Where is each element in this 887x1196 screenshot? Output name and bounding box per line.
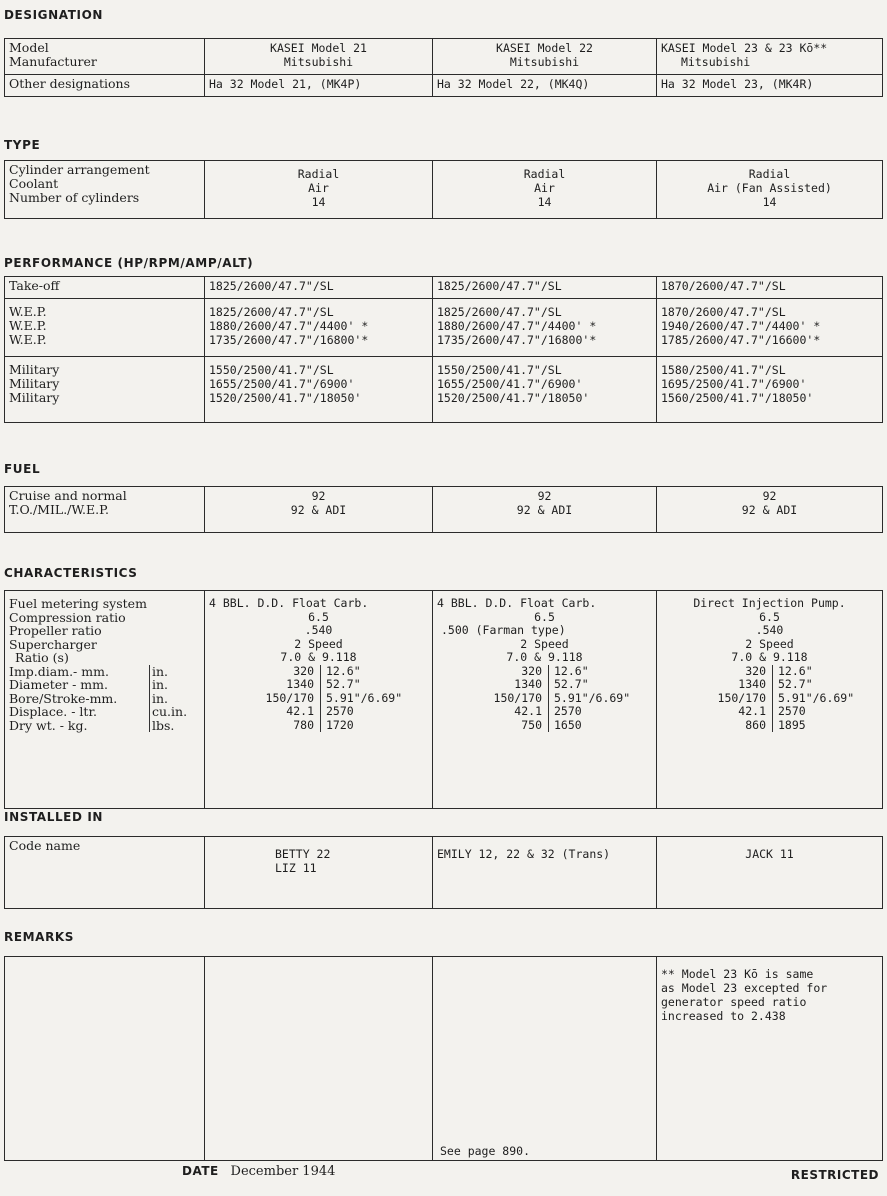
dim-metric: 150/170 xyxy=(661,692,773,706)
characteristics-table xyxy=(4,590,883,809)
wep-cell xyxy=(433,299,657,357)
installed-cell xyxy=(205,837,433,909)
code-name-value: LIZ 11 xyxy=(275,861,317,875)
fuel-cell xyxy=(657,487,883,533)
dim-imperial: 2570 xyxy=(326,704,354,718)
wep-value: 1735/2600/47.7"/16800'* xyxy=(209,333,369,347)
dim-row xyxy=(437,705,652,719)
remarks-cell xyxy=(205,957,433,1161)
ratios-value: 7.0 & 9.118 xyxy=(506,650,583,664)
dim-imperial: 1895 xyxy=(778,717,806,732)
dim-imperial: 2570 xyxy=(778,704,806,718)
type-title: TYPE xyxy=(4,138,41,152)
dim-label-row xyxy=(9,678,200,692)
installed-cell xyxy=(657,837,883,909)
arrangement-value: Radial xyxy=(297,167,340,181)
ratios-label: Ratio (s) xyxy=(15,650,69,665)
footer-date xyxy=(182,1164,335,1179)
military-label: Military xyxy=(9,376,60,391)
fuel-metering-value: 4 BBL. D.D. Float Carb. xyxy=(437,596,597,610)
coolant-value: Air (Fan Assisted) xyxy=(707,181,832,195)
compression-label: Compression ratio xyxy=(9,609,126,625)
fuel-wep-value: 92 & ADI xyxy=(290,503,347,517)
dim-unit: in. xyxy=(149,665,168,679)
other-designation: Ha 32 Model 22, (MK4Q) xyxy=(433,75,657,97)
code-name-value: BETTY 22 xyxy=(275,847,331,861)
cylinders-value: 14 xyxy=(762,195,777,209)
dim-metric: 320 xyxy=(437,665,549,679)
manufacturer-label: Manufacturer xyxy=(9,54,97,69)
installed-table xyxy=(4,836,883,909)
fuel-cruise-value: 92 xyxy=(311,489,326,503)
model-name: KASEI Model 23 & 23 Kō** xyxy=(661,41,828,55)
supercharger-value: 2 Speed xyxy=(520,636,569,651)
dim-imperial: 52.7" xyxy=(778,677,813,691)
wep-label: W.E.P. xyxy=(9,304,47,319)
manufacturer: Mitsubishi xyxy=(509,55,580,69)
wep-value: 1940/2600/47.7"/4400' * xyxy=(661,319,821,333)
remark-line: as Model 23 excepted for xyxy=(661,981,828,995)
takeoff-value: 1870/2600/47.7"/SL xyxy=(657,277,883,299)
manufacturer: Mitsubishi xyxy=(681,55,751,69)
dim-metric: 860 xyxy=(661,719,773,733)
fuel-labels xyxy=(5,487,205,533)
propeller-label: Propeller ratio xyxy=(9,623,102,638)
dim-name: Displace. - ltr. xyxy=(9,704,98,719)
dim-unit: lbs. xyxy=(149,719,174,733)
dim-metric: 42.1 xyxy=(661,705,773,719)
cruise-label: Cruise and normal xyxy=(9,488,127,503)
supercharger-label: Supercharger xyxy=(9,636,97,652)
other-designations-label: Other designations xyxy=(5,75,205,97)
fuel-cell xyxy=(433,487,657,533)
cylinder-arrangement-label: Cylinder arrangement xyxy=(9,162,150,177)
fuel-metering-value: 4 BBL. D.D. Float Carb. xyxy=(209,596,369,610)
fuel-metering-label: Fuel metering system xyxy=(9,596,147,611)
military-value: 1520/2500/41.7"/18050' xyxy=(209,391,362,405)
model-22-cell xyxy=(433,39,657,75)
dim-metric: 780 xyxy=(209,719,321,733)
fuel-cruise-value: 92 xyxy=(762,489,777,503)
installed-cell xyxy=(433,837,657,909)
dim-name: Dry wt. - kg. xyxy=(9,717,88,733)
model-name: KASEI Model 22 xyxy=(496,41,593,55)
other-designation: Ha 32 Model 23, (MK4R) xyxy=(657,75,883,97)
compression-value: 6.5 xyxy=(308,609,329,624)
characteristics-title: CHARACTERISTICS xyxy=(4,566,138,580)
dim-row xyxy=(209,665,428,679)
to-mil-wep-label: T.O./MIL./W.E.P. xyxy=(9,502,109,517)
wep-label: W.E.P. xyxy=(9,318,47,333)
fuel-wep-value: 92 & ADI xyxy=(741,503,798,517)
dim-name: Imp.diam.- mm. xyxy=(9,663,109,679)
wep-cell xyxy=(657,299,883,357)
dim-imperial: 5.91"/6.69" xyxy=(778,690,855,705)
dim-name: Diameter - mm. xyxy=(9,677,108,692)
cylinders-value: 14 xyxy=(537,195,552,209)
dim-imperial: 2570 xyxy=(554,704,582,718)
designation-labels xyxy=(5,39,205,75)
characteristics-labels xyxy=(5,591,205,809)
dim-imperial: 12.6" xyxy=(554,663,589,678)
dim-row xyxy=(209,678,428,692)
cylinders-label: Number of cylinders xyxy=(9,190,140,205)
code-name-label: Code name xyxy=(5,837,205,909)
dim-row xyxy=(661,665,878,679)
remarks-cell xyxy=(5,957,205,1161)
dim-row xyxy=(209,705,428,719)
wep-cell xyxy=(205,299,433,357)
type-cell xyxy=(433,161,657,219)
coolant-value: Air xyxy=(534,181,555,195)
date-value: December 1944 xyxy=(230,1164,336,1179)
fuel-title: FUEL xyxy=(4,462,41,476)
model-21-cell xyxy=(205,39,433,75)
arrangement-value: Radial xyxy=(523,167,566,181)
military-value: 1655/2500/41.7"/6900' xyxy=(437,377,583,391)
dim-imperial: 1720 xyxy=(326,717,354,732)
supercharger-value: 2 Speed xyxy=(745,636,794,651)
dim-imperial: 12.6" xyxy=(778,663,813,678)
page-reference: See page 890. xyxy=(440,1144,531,1158)
supercharger-value: 2 Speed xyxy=(294,636,343,651)
designation-table xyxy=(4,38,883,97)
fuel-table xyxy=(4,486,883,533)
arrangement-value: Radial xyxy=(748,167,791,181)
dim-metric: 150/170 xyxy=(209,692,321,706)
dim-unit: in. xyxy=(149,678,168,692)
military-value: 1550/2500/41.7"/SL xyxy=(437,363,562,377)
dim-label-row xyxy=(9,705,200,719)
compression-value: 6.5 xyxy=(759,609,780,624)
wep-labels xyxy=(5,299,205,357)
propeller-value: .500 (Farman type) xyxy=(441,623,566,637)
remark-line: ** Model 23 Kō is same xyxy=(661,967,814,981)
dim-unit: in. xyxy=(149,692,168,706)
dim-row xyxy=(209,719,428,733)
cylinders-value: 14 xyxy=(311,195,326,209)
remark-line: increased to 2.438 xyxy=(661,1009,786,1023)
propeller-value: .540 xyxy=(755,623,784,637)
remarks-cell xyxy=(433,957,657,1161)
date-label: DATE xyxy=(182,1164,219,1178)
coolant-value: Air xyxy=(308,181,329,195)
wep-value: 1880/2600/47.7"/4400' * xyxy=(437,319,597,333)
takeoff-value: 1825/2600/47.7"/SL xyxy=(433,277,657,299)
fuel-metering-value: Direct Injection Pump. xyxy=(693,596,846,610)
fuel-cell xyxy=(205,487,433,533)
type-table xyxy=(4,160,883,219)
model-label: Model xyxy=(9,40,49,55)
type-cell xyxy=(657,161,883,219)
dim-imperial: 1650 xyxy=(554,717,582,732)
dim-imperial: 5.91"/6.69" xyxy=(554,690,631,705)
dim-row xyxy=(661,678,878,692)
military-value: 1695/2500/41.7"/6900' xyxy=(661,377,807,391)
manufacturer: Mitsubishi xyxy=(283,55,354,69)
military-label: Military xyxy=(9,362,60,377)
code-name-value: JACK 11 xyxy=(745,847,794,861)
classification-mark: RESTRICTED xyxy=(790,1168,879,1182)
dim-metric: 1340 xyxy=(209,678,321,692)
dim-label-row xyxy=(9,719,200,733)
performance-table xyxy=(4,276,883,423)
performance-title: PERFORMANCE (HP/RPM/AMP/ALT) xyxy=(4,256,254,270)
ratios-value: 7.0 & 9.118 xyxy=(731,650,808,664)
model-23-cell xyxy=(657,39,883,75)
wep-value: 1735/2600/47.7"/16800'* xyxy=(437,333,597,347)
military-value: 1580/2500/41.7"/SL xyxy=(661,363,786,377)
remarks-note-cell xyxy=(657,957,883,1161)
military-value: 1520/2500/41.7"/18050' xyxy=(437,391,590,405)
takeoff-value: 1825/2600/47.7"/SL xyxy=(205,277,433,299)
dim-imperial: 52.7" xyxy=(326,677,361,691)
dim-imperial: 5.91"/6.69" xyxy=(326,690,403,705)
dim-label-row xyxy=(9,692,200,706)
dim-metric: 42.1 xyxy=(437,705,549,719)
wep-value: 1825/2600/47.7"/SL xyxy=(437,305,562,319)
military-labels xyxy=(5,357,205,423)
dim-row xyxy=(437,719,652,733)
military-value: 1560/2500/41.7"/18050' xyxy=(661,391,814,405)
installed-title: INSTALLED IN xyxy=(4,810,104,824)
wep-value: 1870/2600/47.7"/SL xyxy=(661,305,786,319)
dim-row xyxy=(661,692,878,706)
wep-value: 1825/2600/47.7"/SL xyxy=(209,305,334,319)
military-cell xyxy=(433,357,657,423)
dim-row xyxy=(661,719,878,733)
other-designation: Ha 32 Model 21, (MK4P) xyxy=(205,75,433,97)
wep-value: 1785/2600/47.7"/16600'* xyxy=(661,333,821,347)
dim-metric: 42.1 xyxy=(209,705,321,719)
dim-imperial: 12.6" xyxy=(326,663,361,678)
designation-title: DESIGNATION xyxy=(4,8,104,22)
remarks-table xyxy=(4,956,883,1161)
remarks-title: REMARKS xyxy=(4,930,75,944)
type-labels xyxy=(5,161,205,219)
military-cell xyxy=(205,357,433,423)
fuel-cruise-value: 92 xyxy=(537,489,552,503)
dim-row xyxy=(437,692,652,706)
characteristics-cell xyxy=(433,591,657,809)
dim-metric: 1340 xyxy=(437,678,549,692)
wep-label: W.E.P. xyxy=(9,332,47,347)
propeller-value: .540 xyxy=(304,623,333,637)
coolant-label: Coolant xyxy=(9,176,59,191)
dim-row xyxy=(437,678,652,692)
military-label: Military xyxy=(9,390,60,405)
dim-row xyxy=(661,705,878,719)
takeoff-label: Take-off xyxy=(5,277,205,299)
dim-name: Bore/Stroke-mm. xyxy=(9,690,118,706)
military-value: 1550/2500/41.7"/SL xyxy=(209,363,334,377)
dim-metric: 150/170 xyxy=(437,692,549,706)
remark-line: generator speed ratio xyxy=(661,995,807,1009)
code-name-value: EMILY 12, 22 & 32 (Trans) xyxy=(437,847,611,861)
dim-label-row xyxy=(9,665,200,679)
type-cell xyxy=(205,161,433,219)
military-value: 1655/2500/41.7"/6900' xyxy=(209,377,355,391)
dim-metric: 320 xyxy=(661,665,773,679)
dim-metric: 320 xyxy=(209,665,321,679)
dim-metric: 1340 xyxy=(661,678,773,692)
compression-value: 6.5 xyxy=(534,609,555,624)
wep-value: 1880/2600/47.7"/4400' * xyxy=(209,319,369,333)
dim-imperial: 52.7" xyxy=(554,677,589,691)
dim-unit: cu.in. xyxy=(149,705,187,719)
dim-row xyxy=(209,692,428,706)
characteristics-cell xyxy=(657,591,883,809)
dim-row xyxy=(437,665,652,679)
fuel-wep-value: 92 & ADI xyxy=(516,503,573,517)
model-name: KASEI Model 21 xyxy=(270,41,367,55)
dim-metric: 750 xyxy=(437,719,549,733)
ratios-value: 7.0 & 9.118 xyxy=(280,650,357,664)
characteristics-cell xyxy=(205,591,433,809)
military-cell xyxy=(657,357,883,423)
